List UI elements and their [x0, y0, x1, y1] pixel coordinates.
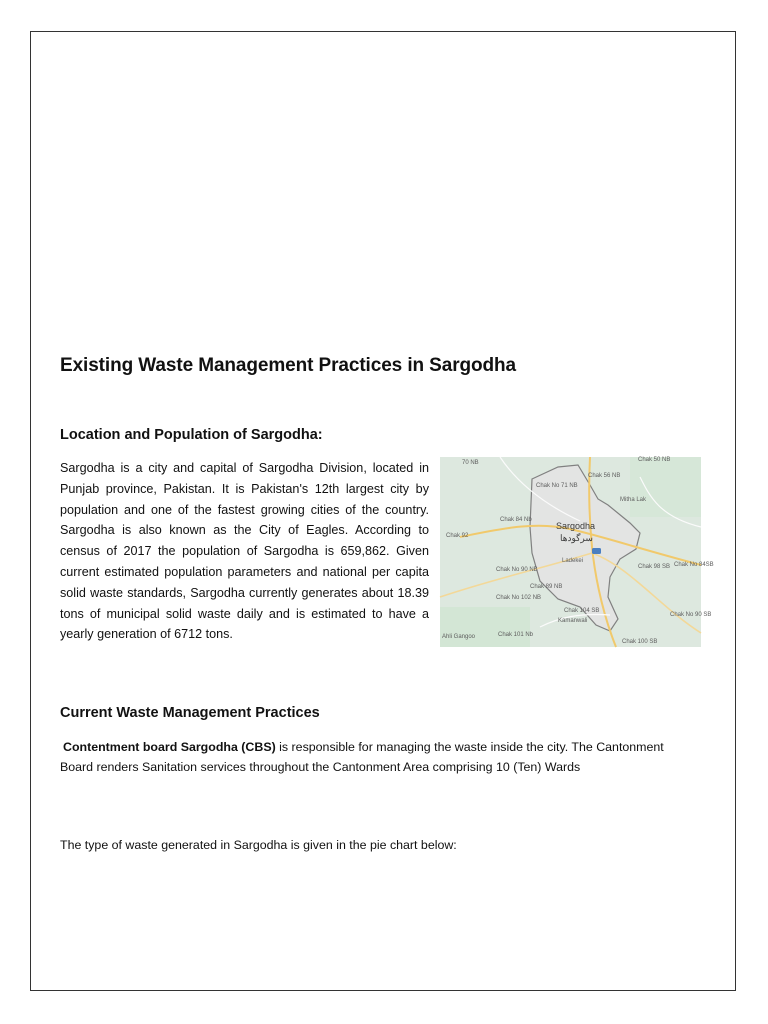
map-label: Chak No 90 NB	[496, 567, 538, 573]
pie-chart-intro: The type of waste generated in Sargodha is given in the pie chart below:	[60, 838, 457, 852]
cbs-paragraph	[60, 737, 680, 777]
map-label: Chak No 90 SB	[670, 612, 712, 618]
map-label: Chak No 102 NB	[496, 595, 542, 601]
cbs-description: is responsible for managing the waste inside the city. The Cantonment Board renders Sanitation services throughout the Cantonment Area comprising 10 (Ten) Wards	[60, 740, 664, 774]
map-label: Chak 50 NB	[638, 457, 671, 463]
location-paragraph: Sargodha is a city and capital of Sargodha Division, located in Punjab province, Pakistan. It is Pakistan's 12th largest city by population and one of the fastest growing cities of the country. Sargodha is also known as the City of Eagles. According to census of 2017 the population of Sargodha is 659,862. Given current estimated population parameters and national per capita solid waste standards, Sargodha currently generates about 18.39 tons of municipal solid waste daily and is estimated to have a yearly generation of 6712 tons.	[60, 461, 429, 642]
section-heading-location: Location and Population of Sargodha:	[60, 427, 323, 443]
cbs-name: Contentment board Sargodha (CBS)	[63, 740, 276, 754]
map-label: Chak 100 SB	[622, 639, 658, 645]
map-city-label-urdu: سرگودھا	[560, 533, 593, 543]
map-label: Chak 92	[446, 533, 469, 539]
map-label: Chak No 84SB	[674, 562, 714, 568]
map-label: Ladekei	[562, 558, 584, 564]
map-label: Chak 84 Nb	[500, 517, 532, 523]
section-heading-current-practices: Current Waste Management Practices	[60, 705, 320, 721]
map-label: Chak 104 SB	[564, 608, 600, 614]
map-label: Chak 101 Nb	[498, 632, 534, 638]
map-label: Chak 56 NB	[588, 473, 621, 479]
map-label: Kamanwali	[558, 618, 588, 624]
sargodha-map-image	[440, 457, 714, 647]
map-label: Ahli Gangoo	[442, 634, 476, 640]
map-city-label: Sargodha	[556, 521, 596, 531]
map-label: Mitha Lak	[620, 497, 647, 503]
map-label: Chak 98 SB	[638, 564, 671, 570]
map-label: 70 NB	[462, 460, 479, 466]
map-label: Chak No 71 NB	[536, 483, 578, 489]
map-label: Chak 89 NB	[530, 584, 563, 590]
document-title: Existing Waste Management Practices in Sargodha	[60, 355, 517, 376]
